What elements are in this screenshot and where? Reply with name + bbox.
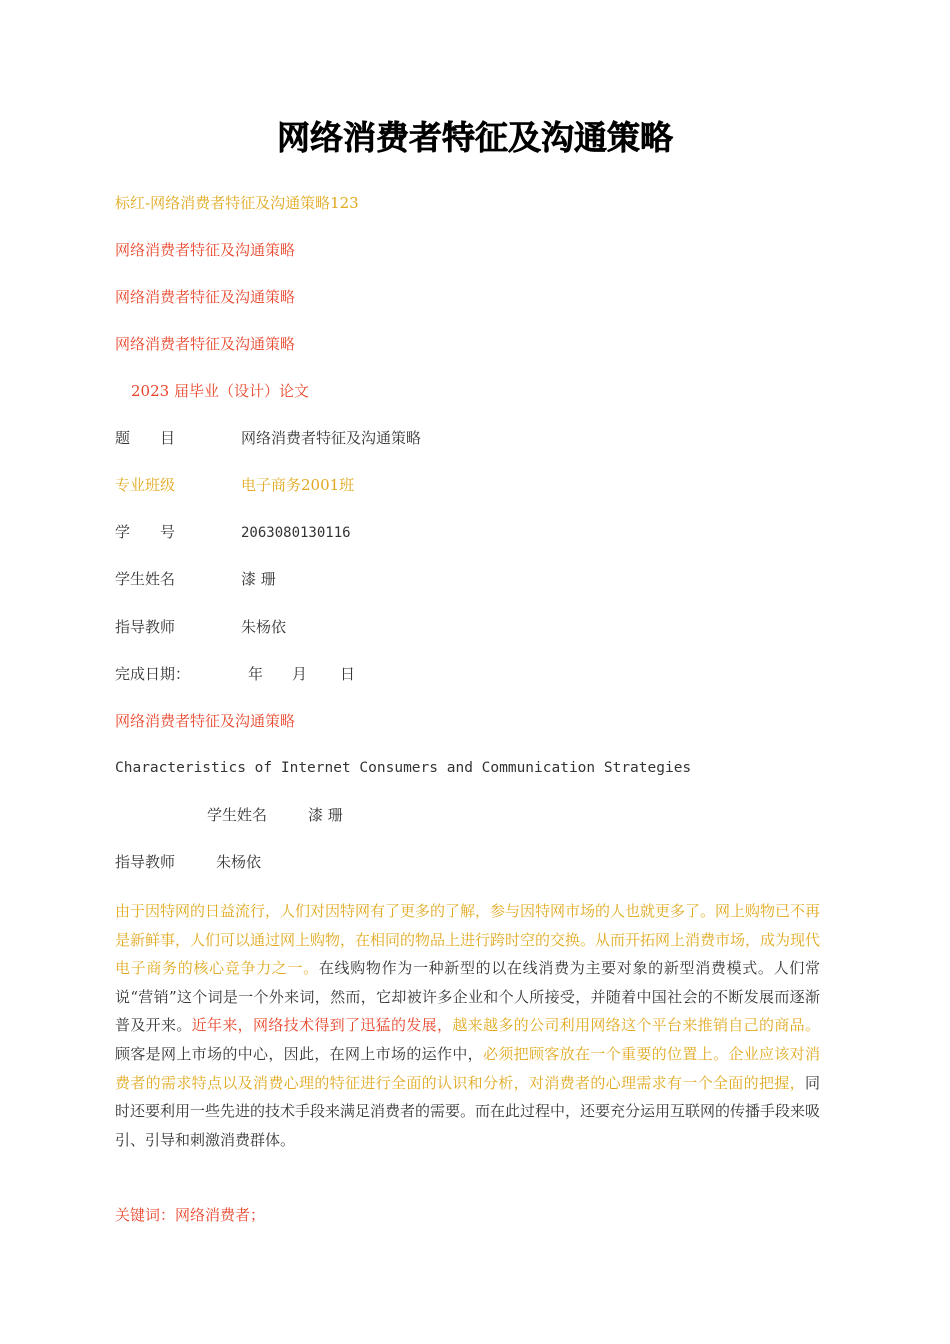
field-class	[115, 475, 354, 495]
student-line-label: 学生姓名	[207, 806, 268, 824]
abstract-sentence-7: 同时还要利用一些先进的技术手段来满足消费者的需要。而在此过程中，还要充分运用互联网的传播手段来吸引、引导和刺激消费群体。	[115, 1073, 821, 1149]
field-name-value: 漆 珊	[241, 570, 276, 588]
date-day: 日	[340, 665, 356, 683]
advisor-line-label: 指导教师	[115, 853, 176, 871]
field-topic-label: 题 目	[115, 429, 176, 447]
field-name-label: 学生姓名	[115, 570, 176, 588]
abstract-title-en: Characteristics of Internet Consumers and Communication Strategies	[115, 760, 692, 776]
field-date-label: 完成日期：	[115, 665, 191, 683]
field-class-label: 专业班级	[115, 476, 176, 494]
field-name	[115, 569, 276, 589]
thesis-year-line: 2023 届毕业（设计）论文	[131, 382, 309, 400]
field-topic	[115, 428, 421, 448]
field-advisor	[115, 617, 286, 637]
student-line	[207, 805, 343, 825]
repeat-title-3: 网络消费者特征及沟通策略	[115, 335, 296, 353]
abstract-sentence-5: 顾客是网上市场的中心，因此，在网上市场的运作中，	[115, 1044, 483, 1063]
date-month: 月	[292, 665, 308, 683]
abstract-title-cn: 网络消费者特征及沟通策略	[115, 712, 296, 730]
field-advisor-value: 朱杨依	[241, 618, 287, 636]
document-title: 网络消费者特征及沟通策略	[277, 118, 673, 157]
field-id-value: 2063080130116	[241, 525, 351, 541]
abstract-paragraph	[115, 897, 820, 1154]
repeat-title-2: 网络消费者特征及沟通策略	[115, 288, 296, 306]
field-date	[115, 664, 355, 684]
repeat-title-1: 网络消费者特征及沟通策略	[115, 241, 296, 259]
student-line-value: 漆 珊	[308, 806, 343, 824]
field-topic-value: 网络消费者特征及沟通策略	[241, 429, 422, 447]
abstract-sentence-3: 近年来，网络技术得到了迅猛的发展，	[191, 1016, 453, 1035]
keywords: 关键词：网络消费者；	[115, 1206, 266, 1224]
field-id-label: 学 号	[115, 523, 176, 541]
field-advisor-label: 指导教师	[115, 618, 176, 636]
abstract-sentence-2: 在线购物作为一种新型的以在线消费为主要对象的新型消费模式。人们常说“营销”这个词是一个外来词，然而，它却被许多企业和个人所接受，并随着中国社会的不断发展而逐渐普及开来。	[115, 959, 820, 1035]
advisor-line-value: 朱杨依	[216, 853, 262, 871]
header-line: 标红-网络消费者特征及沟通策略123	[115, 194, 359, 212]
date-year: 年	[248, 665, 264, 683]
field-id	[115, 522, 351, 543]
field-class-value: 电子商务2001班	[241, 476, 355, 494]
advisor-line	[115, 852, 261, 872]
abstract-sentence-4: 越来越多的公司利用网络这个平台来推销自己的商品。	[452, 1016, 820, 1035]
abstract-sentence-1: 由于因特网的日益流行，人们对因特网有了更多的了解，参与因特网市场的人也就更多了。网上购物已不再是新鲜事，人们可以通过网上购物，在相同的物品上进行跨时空的交换。从而开拓网上消费市场，成为现代电子商务的核心竞争力之一。	[115, 902, 821, 978]
abstract-sentence-6: 必须把顾客放在一个重要的位置上。企业应该对消费者的需求特点以及消费心理的特征进行全面的认识和分析，对消费者的心理需求有一个全面的把握，	[115, 1044, 820, 1092]
